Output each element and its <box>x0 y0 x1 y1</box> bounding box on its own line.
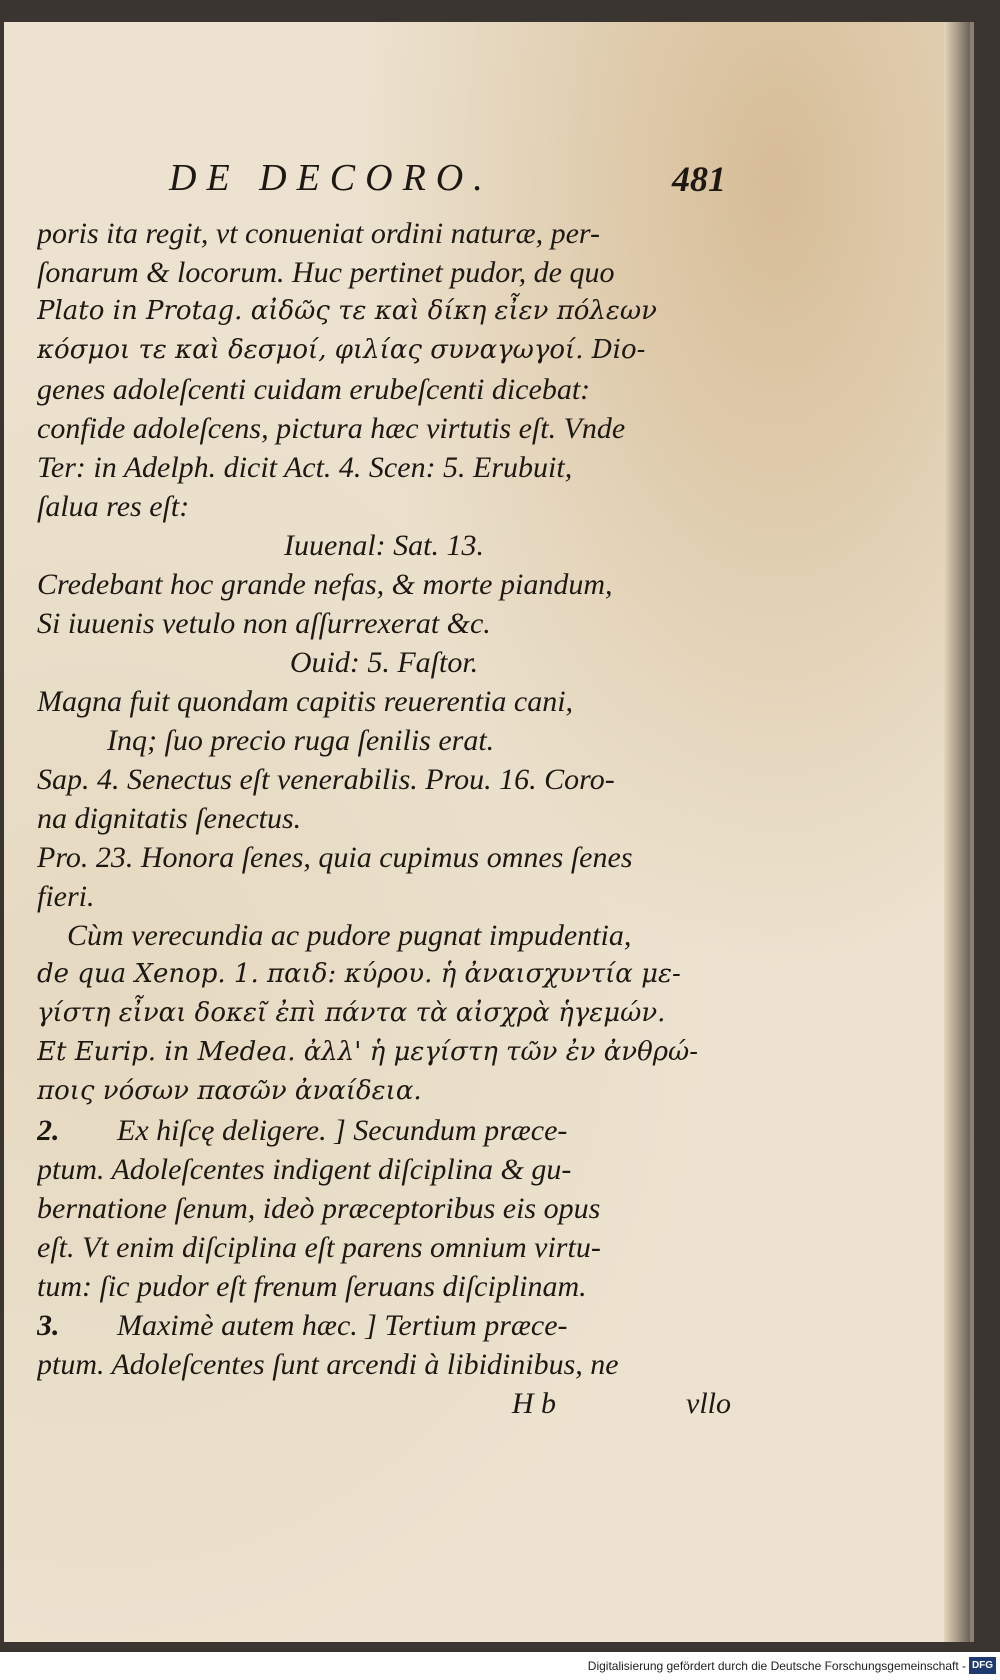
text-line: genes adoleſcenti cuidam erubeſcenti dicebat: <box>37 373 591 406</box>
note-text: Ex hiſcę deligere. ] Secundum præce- <box>117 1114 568 1147</box>
text-line: Plato in Protag. αἰδῶς τε καὶ δίκη εἶεν πόλεων <box>37 296 657 326</box>
text-line: poris ita regit, vt conueniat ordini naturæ, per- <box>37 217 600 250</box>
text-line: fieri. <box>37 880 95 913</box>
text-line: Cùm verecundia ac pudore pugnat impudentia, <box>67 919 632 952</box>
text-line: ptum. Adoleſcentes indigent diſciplina & gu- <box>37 1153 572 1186</box>
catchword-line <box>37 1384 731 1423</box>
verse-line: Inq; ſuo precio ruga ſenilis erat. <box>107 724 495 757</box>
text-line: de qua Xenop. 1. παιδ: κύρου. ἡ ἀναισχυντία με- <box>37 959 681 989</box>
text-line: ſonarum & locorum. Huc pertinet pudor, de quo <box>37 256 615 289</box>
text-line: ptum. Adoleſcentes ſunt arcendi à libidinibus, ne <box>37 1348 619 1381</box>
text-line: Pro. 23. Honora ſenes, quia cupimus omnes ſenes <box>37 841 633 874</box>
verse-line: Magna fuit quondam capitis reuerentia cani, <box>37 685 574 718</box>
note-number: 2. <box>37 1114 60 1147</box>
running-title: DE DECORO. <box>169 157 493 199</box>
text-line: confide adoleſcens, pictura hæc virtutis eſt. Vnde <box>37 412 626 445</box>
book-page <box>4 22 974 1642</box>
note-line <box>37 1111 731 1150</box>
text-line: na dignitatis ſenectus. <box>37 802 302 835</box>
text-line: Et Eurip. in Medea. ἀλλ' ἡ μεγίστη τῶν ἐν ἀνθρώ- <box>37 1037 699 1067</box>
dfg-logo: DFG <box>969 1657 996 1674</box>
text-line: κόσμοι τε καὶ δεσμοί, φιλίας συναγωγοί. Dio- <box>37 335 646 365</box>
signature-mark: H b <box>511 1387 556 1420</box>
note-line <box>37 1306 731 1345</box>
text-line: ποις νόσων πασῶν ἀναίδεια. <box>37 1076 422 1106</box>
text-line: eſt. Vt enim diſciplina eſt parens omnium virtu- <box>37 1231 601 1264</box>
note-number: 3. <box>37 1309 60 1342</box>
text-line: tum: ſic pudor eſt frenum ſeruans diſciplinam. <box>37 1270 587 1303</box>
footer-bar <box>0 1652 1000 1680</box>
page-number: 481 <box>672 159 726 199</box>
catchword: vllo <box>686 1387 731 1420</box>
text-line: Ter: in Adelph. dicit Act. 4. Scen: 5. Erubuit, <box>37 451 573 484</box>
note-text: Maximè autem hæc. ] Tertium præce- <box>117 1309 568 1342</box>
page-body <box>37 214 731 1423</box>
page-header <box>154 150 734 210</box>
quotation-source: Iuuenal: Sat. 13. <box>284 529 484 562</box>
verse-line: Credebant hoc grande nefas, & morte piandum, <box>37 568 613 601</box>
text-line: bernatione ſenum, ideò præceptoribus eis opus <box>37 1192 601 1225</box>
text-line: ſalua res eſt: <box>37 490 190 523</box>
quotation-source: Ouid: 5. Faſtor. <box>289 646 479 679</box>
funding-credit: Digitalisierung gefördert durch die Deutsche Forschungsgemeinschaft - <box>587 1659 966 1673</box>
verse-line: Si iuuenis vetulo non aſſurrexerat &c. <box>37 607 491 640</box>
page-edge-shadow <box>944 22 970 1642</box>
text-line: Sap. 4. Senectus eſt venerabilis. Prou. 16. Coro- <box>37 763 615 796</box>
text-line: γίστη εἶναι δοκεῖ ἐπὶ πάντα τὰ αἰσχρὰ ἡγεμών. <box>37 998 666 1028</box>
